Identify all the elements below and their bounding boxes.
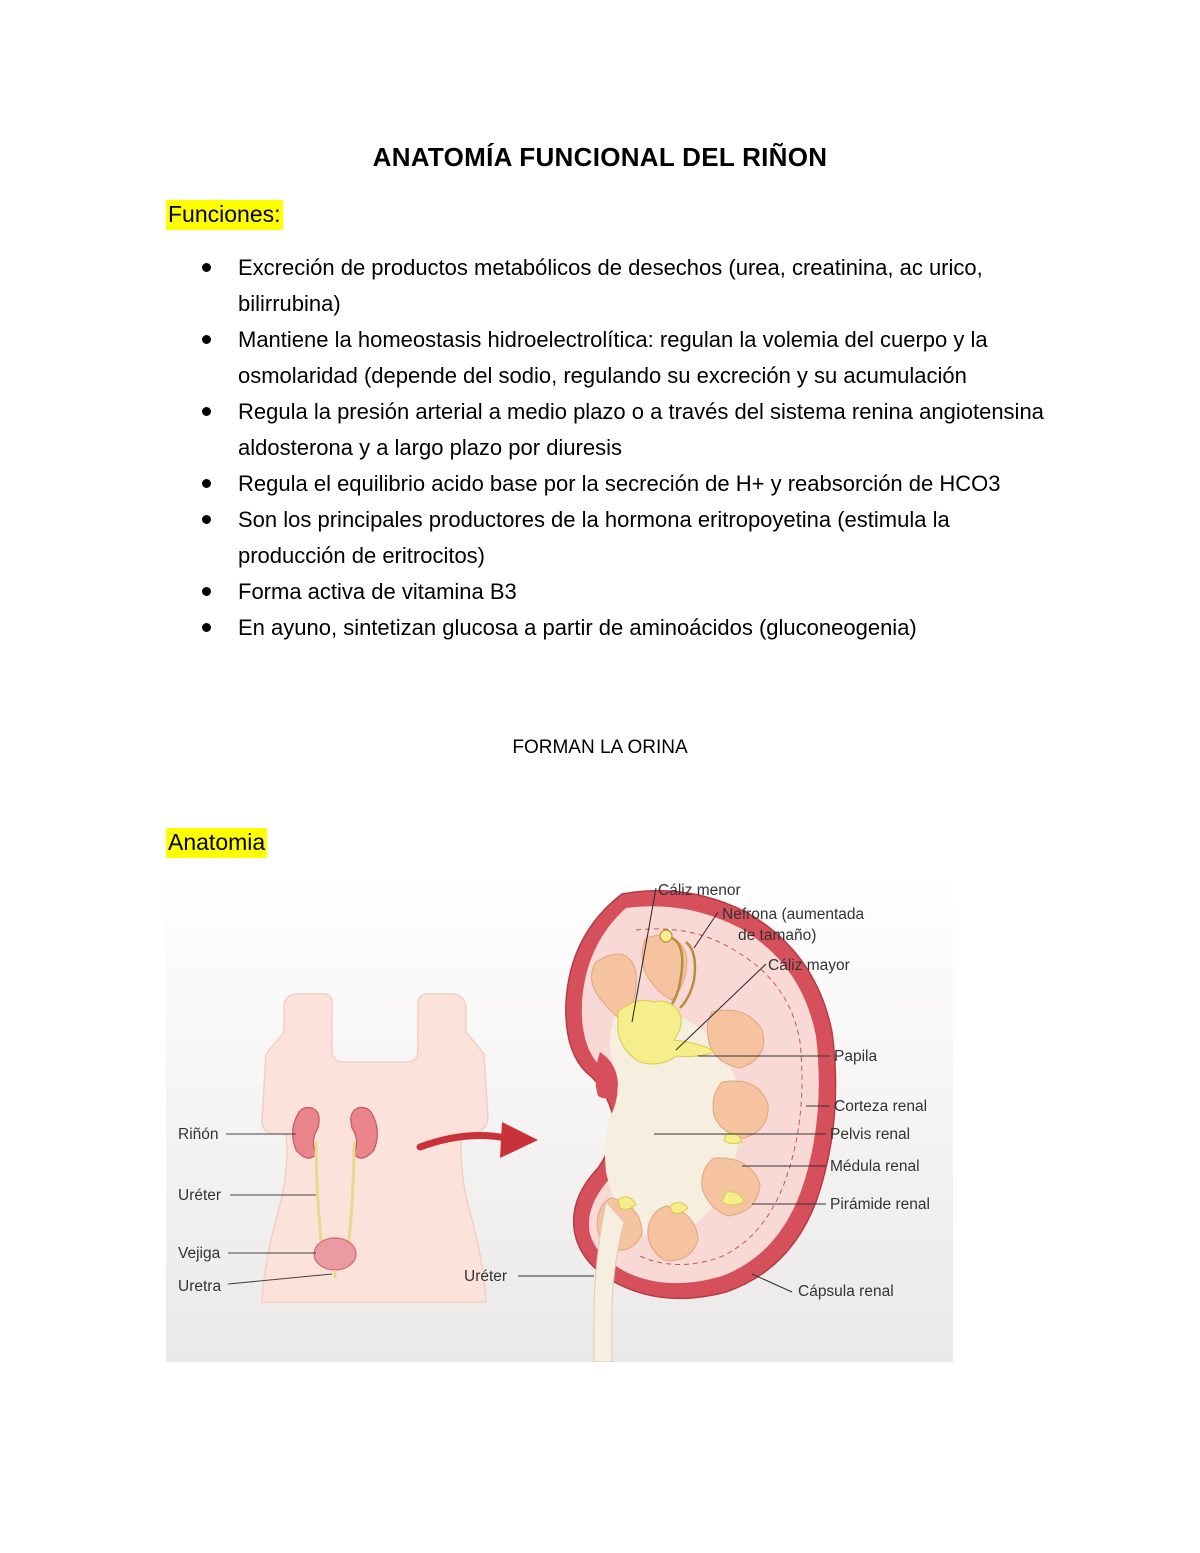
functions-list — [200, 250, 1060, 646]
list-item: Forma activa de vitamina B3 — [200, 574, 1060, 610]
page-title: ANATOMÍA FUNCIONAL DEL RIÑON — [372, 142, 828, 172]
label-rinon: Riñón — [178, 1126, 219, 1143]
label-uretra: Uretra — [178, 1278, 222, 1295]
label-capsula-renal: Cápsula renal — [798, 1283, 894, 1300]
label-nefrona-line1: Nefrona (aumentada — [722, 906, 865, 923]
list-item: Mantiene la homeostasis hidroelectrolítica: regulan la volemia del cuerpo y la osmolaridad (depende del sodio, regulando su excreción y su acumulación — [200, 322, 1060, 394]
section-heading-anatomia: Anatomia — [166, 828, 267, 858]
label-medula-renal: Médula renal — [830, 1158, 920, 1175]
bladder — [314, 1238, 356, 1270]
section-heading-funciones: Funciones: — [166, 200, 283, 230]
nephron-glomerulus-icon — [660, 930, 672, 942]
list-item: Excreción de productos metabólicos de desechos (urea, creatinina, ac urico, bilirrubina) — [200, 250, 1060, 322]
label-caliz-menor: Cáliz menor — [658, 882, 741, 899]
label-papila: Papila — [834, 1048, 878, 1065]
closing-statement: FORMAN LA ORINA — [512, 737, 688, 758]
label-caliz-mayor: Cáliz mayor — [768, 957, 850, 974]
list-item: En ayuno, sintetizan glucosa a partir de aminoácidos (gluconeogenia) — [200, 610, 1060, 646]
label-vejiga: Vejiga — [178, 1245, 221, 1262]
label-pelvis-renal: Pelvis renal — [830, 1126, 911, 1143]
list-item: Regula el equilibrio acido base por la secreción de H+ y reabsorción de HCO3 — [200, 466, 1060, 502]
kidney-anatomy-illustration — [166, 872, 953, 1362]
kidney-anatomy-figure — [166, 872, 953, 1362]
label-ureter-body: Uréter — [178, 1187, 222, 1204]
label-corteza-renal: Corteza renal — [834, 1098, 928, 1115]
list-item: Regula la presión arterial a medio plazo o a través del sistema renina angiotensina aldosterona y a largo plazo por diuresis — [200, 394, 1060, 466]
list-item: Son los principales productores de la hormona eritropoyetina (estimula la producción de eritrocitos) — [200, 502, 1060, 574]
label-ureter-kidney: Uréter — [464, 1268, 508, 1285]
label-piramide-renal: Pirámide renal — [830, 1196, 930, 1213]
label-nefrona-line2: de tamaño) — [738, 927, 817, 944]
